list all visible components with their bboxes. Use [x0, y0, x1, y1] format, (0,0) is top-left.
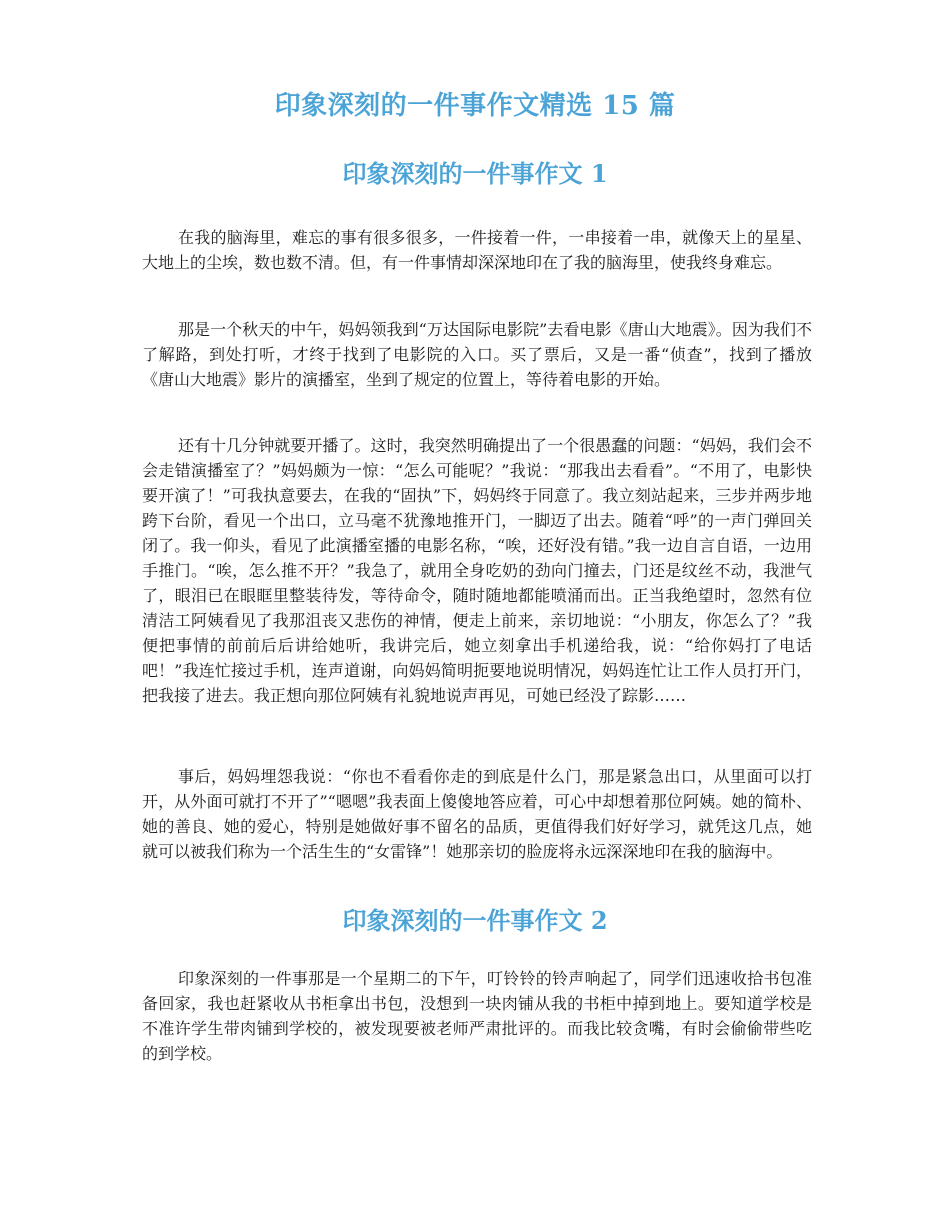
paragraph: 那是一个秋天的中午，妈妈领我到“万达国际电影院”去看电影《唐山大地震》。因为我们不了解路，到处打听，才终于找到了电影院的入口。买了票后，又是一番“侦查”，找到了播放《唐山大地震》影片的演播室，坐到了规定的位置上，等待着电影的开始。 — [142, 320, 812, 389]
document-title: 印象深刻的一件事作文精选 15 篇 — [274, 91, 676, 121]
paragraph: 印象深刻的一件事那是一个星期二的下午，叮铃铃的铃声响起了，同学们迅速收拾书包准备回家，我也赶紧收从书柜拿出书包，没想到一块肉铺从我的书柜中掉到地上。要知道学校是不准许学生带肉铺到学校的，被发现要被老师严肃批评的。而我比较贪嘴，有时会偷偷带些吃的到学校。 — [142, 969, 812, 1063]
paragraph: 还有十几分钟就要开播了。这时，我突然明确提出了一个很愚蠢的问题：“妈妈，我们会不会走错演播室了？”妈妈颇为一惊：“怎么可能呢？”我说：“那我出去看看”。“不用了，电影快要开演了！”可我执意要去，在我的“固执”下，妈妈终于同意了。我立刻站起来，三步并两步地跨下台阶，看见一个出口，立马毫不犹豫地推开门，一脚迈了出去。随着“呼”的一声门弹回关闭了。我一仰头，看见了此演播室播的电影名称，“唉，还好没有错。”我一边自言自语，一边用手推门。“唉，怎么推不开？”我急了，就用全身吃奶的劲向门撞去，门还是纹丝不动，我泄气了，眼泪已在眼眶里整装待发，等待命令，随时随地都能喷涌而出。正当我绝望时，忽然有位清洁工阿姨看见了我那沮丧又悲伤的神情，便走上前来，亲切地说：“小朋友，你怎么了？”我便把事情的前前后后讲给她听，我讲完后，她立刻拿出手机递给我，说：“给你妈打了电话吧！”我连忙接过手机，连声道谢，向妈妈简明扼要地说明情况，妈妈连忙让工作人员打开门，把我接了进去。我正想向那位阿姨有礼貌地说声再见，可她已经没了踪影…… — [142, 436, 812, 705]
section-heading-1: 印象深刻的一件事作文 1 — [342, 159, 608, 188]
paragraph: 事后，妈妈埋怨我说：“你也不看看你走的到底是什么门，那是紧急出口，从里面可以打开，从外面可就打不开了”“嗯嗯”我表面上傻傻地答应着，可心中却想着那位阿姨。她的简朴、她的善良、她的爱心，特别是她做好事不留名的品质，更值得我们好好学习，就凭这几点，她就可以被我们称为一个活生生的“女雷锋”！她那亲切的脸庞将永远深深地印在我的脑海中。 — [142, 767, 812, 861]
paragraph: 在我的脑海里，难忘的事有很多很多，一件接着一件，一串接着一串，就像天上的星星、大地上的尘埃，数也数不清。但，有一件事情却深深地印在了我的脑海里，使我终身难忘。 — [142, 228, 812, 272]
section-heading-2: 印象深刻的一件事作文 2 — [342, 906, 608, 935]
